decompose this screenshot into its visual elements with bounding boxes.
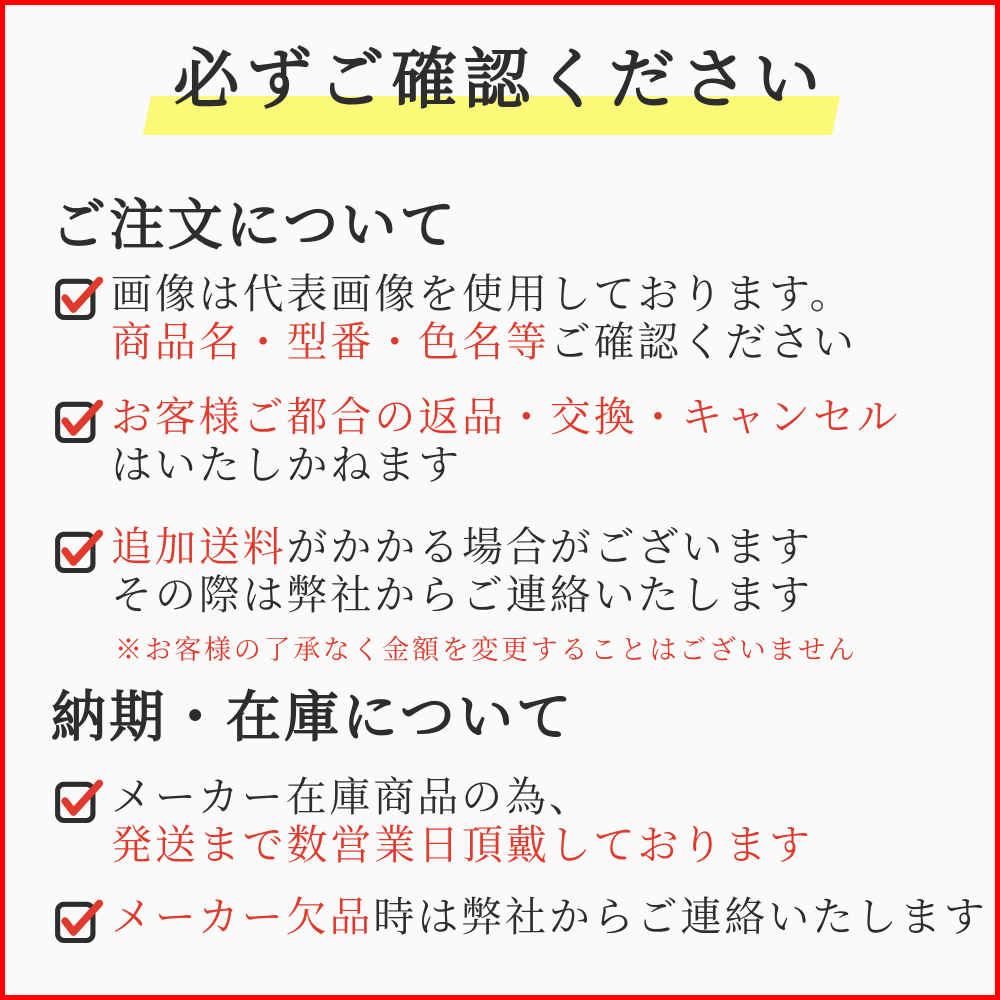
note-text: ※お客様の了承なく金額を変更することはございません [115,635,858,665]
checklist-item-representative-image [53,270,857,366]
checkbox-checked-icon [53,776,105,826]
item-text-line [111,523,858,571]
text-segment-red: 商品名・型番・色名等 [111,319,550,365]
item-text-line [111,893,988,941]
item-text-line [111,441,901,489]
checkbox-checked-icon [53,273,105,323]
section-heading-delivery-stock: 納期・在庫について [51,687,575,748]
text-segment-red: 追加送料 [111,524,287,570]
checklist-item-maker-shortage [53,893,988,946]
checkbox-checked-icon [53,526,105,576]
page-title [173,41,826,120]
text-segment: 画像は代表画像を使用しております。 [111,271,854,317]
item-text [111,773,813,869]
checklist-item-maker-stock [53,773,813,869]
item-text [111,523,858,665]
title-block [5,41,995,120]
text-segment: はいたしかねます [111,442,462,488]
item-text-line [111,270,857,318]
text-segment: メーカー在庫商品の為、 [111,774,593,820]
text-segment-red: メーカー欠品 [111,894,374,940]
item-text-line [111,318,857,366]
checkbox-checked-icon [53,896,105,946]
item-text [111,393,901,489]
item-text-line [111,773,813,821]
text-segment: 時は弊社からご連絡いたします [373,894,988,940]
item-text [111,270,857,366]
text-segment: ご確認ください [549,319,857,365]
item-text-line [111,571,858,619]
checklist-item-returns [53,393,901,489]
page-title-text: 必ずご確認ください [173,44,827,117]
item-text-line [111,393,901,441]
text-segment-red: お客様ご都合の返品・交換・キャンセル [111,394,901,440]
text-segment: その際は弊社からご連絡いたします [111,572,813,618]
item-text-line [111,821,813,869]
text-segment-red: 発送まで数営業日頂戴しております [111,822,813,868]
text-segment: がかかる場合がございます [286,524,813,570]
checkbox-checked-icon [53,396,105,446]
section-heading-orders: ご注文について [51,195,459,256]
item-text [111,893,988,941]
checklist-item-extra-shipping [53,523,858,665]
